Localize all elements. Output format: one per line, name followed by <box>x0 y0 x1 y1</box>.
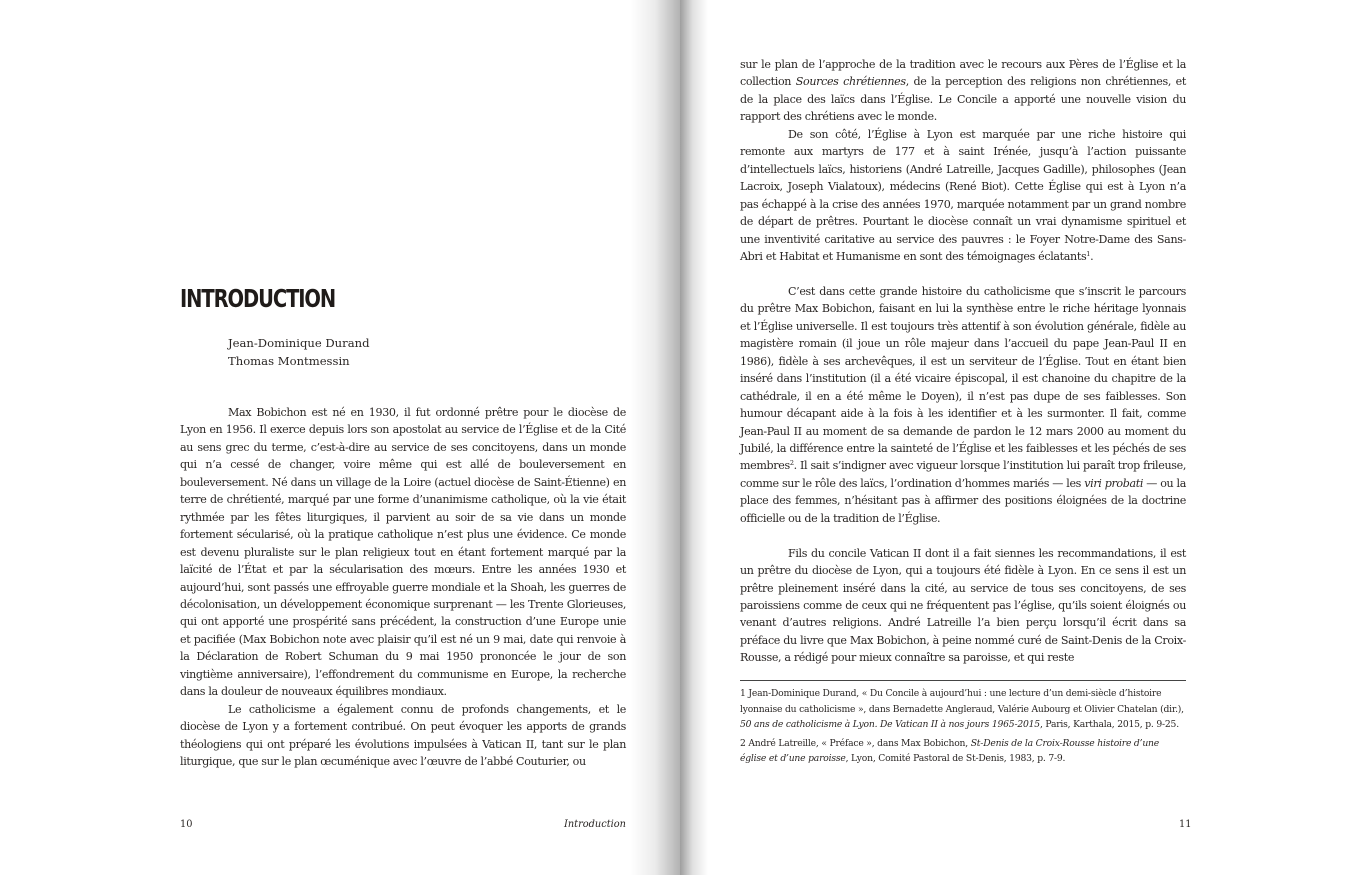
left-body-text <box>180 404 626 771</box>
footnote: 1 Jean-Dominique Durand, « Du Concile à aujourd’hui : une lecture d’un demi-siècle d’histoire lyonnaise du catholicisme », dans Bernadette Angleraud, Valérie Aubourg et Olivier Chatelan (dir.), 50 ans de catholicisme à Lyon. De Vatican II à nos jours 1965-2015, Paris, Karthala, 2015, p. 9-25. <box>740 688 1184 731</box>
footnote-ref: 1 <box>1086 249 1091 258</box>
chapter-title: INTRODUCTION <box>180 284 336 313</box>
body-paragraph: Max Bobichon est né en 1930, il fut ordonné prêtre pour le diocèse de Lyon en 1956. Il exerce depuis lors son apostolat au service de l’Église et de la Cité au sens grec du terme, c’est-à-dire au service de ses concitoyens, dans un monde qui n’a cessé de changer, voire même qui est allé de bouleversement en bouleversement. Né dans un village de la Loire (actuel diocèse de Saint-Étienne) en terre de chrétienté, marqué par une forme d’unanimisme catholique, où la vie était rythmée par les fêtes liturgiques, il parvient au soir de sa vie dans un monde fortement sécularisé, où la pratique catholique n’est plus une évidence. Ce monde est devenu pluraliste sur le plan religieux tout en étant fortement marqué par la laïcité de l’État et par la sécularisation des mœurs. Entre les années 1930 et aujourd’hui, sont passés une effroyable guerre mondiale et la Shoah, les guerres de décolonisation, un développement économique surprenant — les Trente Glorieuses, qui ont apporté une prospérité sans précédent, la construction d’une Europe unie et pacifiée (Max Bobichon note avec plaisir qu’il est né un 9 mai, date qui renvoie à la Déclaration de Robert Schuman du 9 mai 1950 prononcée le jour de son vingtième anniversaire), l’effondrement du communisme en Europe, la recherche dans la douleur de nouveaux équilibres mondiaux. <box>180 406 626 699</box>
italic-term: viri probati <box>1084 476 1144 490</box>
body-paragraph: De son côté, l’Église à Lyon est marquée par une riche histoire qui remonte aux martyrs de 177 et à saint Irénée, jusqu’à l’action puissante d’intellectuels laïcs, historiens (André Latreille, Jacques Gadille), philosophes (Jean Lacroix, Joseph Vialatoux), médecins (René Biot). Cette Église qui est à Lyon n’a pas échappé à la crise des années 1970, marquée notamment par un grand nombre de départ de prêtres. Pourtant le diocèse connaît un vrai dynamisme spirituel et une inventivité caritative au service des pauvres : le Foyer Notre-Dame des Sans-Abri et Habitat et Humanisme en sont des témoignages éclatants$^1$. <box>740 127 1186 263</box>
gutter-shadow-right <box>680 0 708 875</box>
page-number: 11 <box>1179 819 1192 830</box>
gutter-shadow-left <box>630 0 680 875</box>
body-paragraph: sur le plan de l’approche de la tradition avec le recours aux Pères de l’Église et la collection Sources chrétiennes, de la perception des religions non chrétiennes, et de la place des laïcs dans l’Église. Le Concile a apporté une nouvelle vision du rapport des chrétiens avec le monde. <box>740 58 1187 124</box>
author-name: Jean-Dominique Durand <box>228 336 370 350</box>
right-body-text <box>740 56 1186 667</box>
author-name: Thomas Montmessin <box>228 354 350 368</box>
footnotes <box>740 686 1186 770</box>
italic-title: Sources chrétiennes <box>795 75 906 89</box>
footnote-ref: 2 <box>789 459 794 468</box>
right-page <box>680 0 1359 875</box>
footnote-divider <box>740 680 1186 681</box>
page-number: 10 <box>180 819 193 830</box>
body-paragraph: C’est dans cette grande histoire du catholicisme que s’inscrit le parcours du prêtre Max Bobichon, faisant en lui la synthèse entre le riche héritage lyonnais et l’Église universelle. Il est toujours très attentif à son évolution générale, fidèle au magistère romain (il joue un rôle majeur dans l’accueil du pape Jean-Paul II en 1986), fidèle à ses archevêques, il est un serviteur de l’Église. Tout en étant bien inséré dans l’institution (il a été vicaire épiscopal, il est chanoine du chapitre de la cathédrale, il en a été même le Doyen), il n’est pas dupe de ses faiblesses. Son humour décapant aide à la fois à les identifier et à les surmonter. Il fait, comme Jean-Paul II au moment de sa demande de pardon le 12 mars 2000 au moment du Jubilé, la différence entre la sainteté de l’Église et les faiblesses et les péchés de ses membres$^2$. Il sait s’indigner avec vigueur lorsque l’institution lui paraît trop frileuse, comme sur le rôle des laïcs, l’ordination d’hommes mariés — les viri probati — ou la place des femmes, n’hésitant pas à affirmer des positions éloignées de la doctrine officielle ou de la tradition de l’Église. <box>740 284 1186 525</box>
footnote: 2 André Latreille, « Préface », dans Max Bobichon, St-Denis de la Croix-Rousse histoire d’une église et d’une paroisse, Lyon, Comité Pastoral de St-Denis, 1983, p. 7-9. <box>740 737 1159 765</box>
running-head: Introduction <box>563 819 626 830</box>
body-paragraph: Le catholicisme a également connu de profonds changements, et le diocèse de Lyon y a fortement contribué. On peut évoquer les apports de grands théologiens qui ont préparé les évolutions impulsées à Vatican II, tant sur le plan liturgique, que sur le plan œcuménique avec l’œuvre de l’abbé Couturier, ou <box>180 702 626 769</box>
authors-block <box>228 334 370 370</box>
body-paragraph: Fils du concile Vatican II dont il a fait siennes les recommandations, il est un prêtre du diocèse de Lyon, qui a toujours été fidèle à Lyon. En ce sens il est un prêtre pleinement inséré dans la cité, au service de tous ses concitoyens, de ses paroissiens comme de ceux qui ne fréquentent pas l’église, qu’ils soient éloignés ou venant d’autres religions. André Latreille l’a bien perçu lorsqu’il écrit dans sa préface du livre que Max Bobichon, à peine nommé curé de Saint-Denis de la Croix-Rousse, a rédigé pour mieux connaître sa paroisse, et qui reste <box>740 546 1186 665</box>
